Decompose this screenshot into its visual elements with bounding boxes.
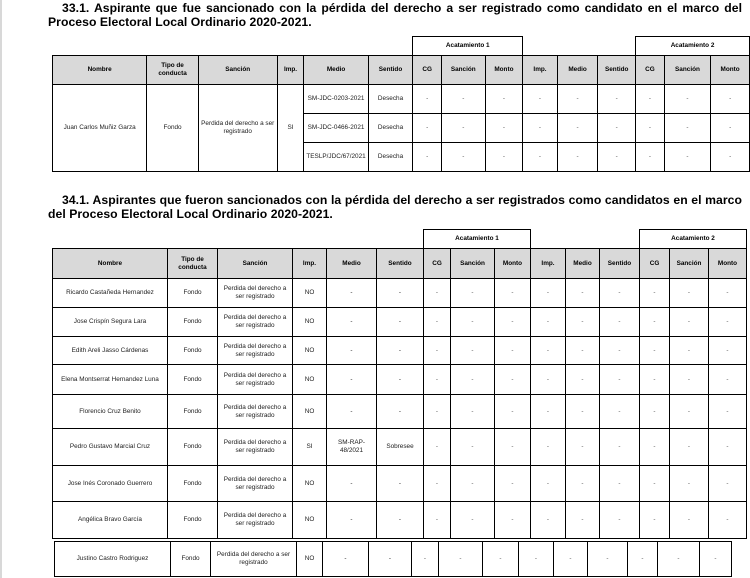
col-monto-1: Monto [485,56,523,85]
cell-sentido: - [377,466,424,502]
cell-medio: - [327,279,377,308]
col-imp-2: Imp. [523,56,558,85]
cell-dash: - [441,85,485,114]
cell-imp: NO [293,337,327,365]
cell-sentido: Desecha [368,143,413,172]
cell-dash: - [709,337,747,365]
cell-dash: - [640,466,670,502]
cell-dash: - [485,85,523,114]
col-cg-2: CG [640,249,670,279]
col-tipo-conducta: Tipo de conducta [147,56,199,85]
cell-imp: NO [297,542,323,577]
cell-sentido: Desecha [368,114,413,143]
cell-sancion: Perdida del derecho a ser registrado [218,279,293,308]
cell-dash: - [640,365,670,395]
page-left-rule [0,0,2,578]
table2-acatamiento-2-header: Acatamiento 2 [640,230,747,249]
cell-dash: - [495,502,531,539]
cell-dash: - [495,365,531,395]
cell-dash: - [566,466,600,502]
cell-imp: NO [293,279,327,308]
cell-sancion: Perdida del derecho a ser registrado [218,308,293,337]
table-row [53,365,747,395]
cell-dash: - [424,502,451,539]
cell-nombre: Juan Carlos Muñiz Garza [53,85,147,172]
cell-dash: - [711,85,750,114]
cell-dash: - [424,337,451,365]
cell-medio: - [323,542,369,577]
cell-medio: - [327,337,377,365]
col-monto-2: Monto [711,56,750,85]
cell-dash: - [483,542,519,577]
col-sancion: Sanción [198,56,277,85]
cell-dash: - [495,308,531,337]
cell-dash: - [451,337,495,365]
cell-dash: - [495,466,531,502]
cell-dash: - [485,114,523,143]
cell-dash: - [640,395,670,429]
cell-dash: - [531,429,566,466]
cell-dash: - [413,114,442,143]
cell-dash: - [531,395,566,429]
cell-dash: - [523,85,558,114]
col-imp: Imp. [293,249,327,279]
table2-blank-header [53,230,424,249]
col-monto-1: Monto [495,249,531,279]
cell-dash: - [670,365,709,395]
cell-sentido: Desecha [368,85,413,114]
cell-sancion: Perdida del derecho a ser registrado [211,542,297,577]
cell-medio: SM-RAP-48/2021 [327,429,377,466]
table-row [53,85,750,114]
cell-tipo: Fondo [147,85,199,172]
cell-sancion: Perdida del derecho a ser registrado [218,395,293,429]
cell-nombre: Florencio Cruz Benito [53,395,168,429]
cell-dash: - [441,114,485,143]
cell-sancion: Perdida del derecho a ser registrado [218,337,293,365]
cell-dash: - [566,337,600,365]
cell-dash: - [495,395,531,429]
cell-dash: - [628,542,658,577]
cell-dash: - [670,395,709,429]
cell-dash: - [495,337,531,365]
cell-tipo: Fondo [168,365,218,395]
col-sentido: Sentido [377,249,424,279]
cell-dash: - [413,143,442,172]
cell-dash: - [664,114,711,143]
table-row [53,308,747,337]
cell-dash: - [531,279,566,308]
cell-imp: NO [293,466,327,502]
cell-sancion: Perdida del derecho a ser registrado [198,85,277,172]
cell-nombre: Jose Inés Coronado Guerrero [53,466,168,502]
col-sentido-2: Sentido [598,56,636,85]
cell-dash: - [519,542,554,577]
section-34-title: Aspirantes que fueron sancionados con la pérdida del derecho a ser registrados como candidatos en el marco del Proceso Electoral Local Ordinario 2020-2021. [48,193,743,221]
cell-sentido: - [377,395,424,429]
cell-nombre: Jose Crispín Segura Lara [53,308,168,337]
cell-dash: - [640,502,670,539]
col-medio: Medio [304,56,368,85]
cell-nombre: Edith Areli Jasso Cárdenas [53,337,168,365]
cell-dash: - [451,466,495,502]
cell-dash: - [640,308,670,337]
cell-imp: NO [293,502,327,539]
cell-tipo: Fondo [168,429,218,466]
cell-imp: NO [293,395,327,429]
cell-sentido: - [377,502,424,539]
cell-dash: - [439,542,483,577]
cell-sancion: Perdida del derecho a ser registrado [218,502,293,539]
cell-dash: - [636,85,665,114]
cell-tipo: Fondo [168,395,218,429]
cell-medio: - [327,502,377,539]
section-33-heading [48,2,742,29]
cell-dash: - [424,365,451,395]
cell-dash: - [598,114,636,143]
cell-dash: - [566,279,600,308]
table-33-sanctioned-candidate [52,36,750,172]
cell-dash: - [531,365,566,395]
cell-dash: - [451,365,495,395]
cell-medio: SM-JDC-0203-2021 [304,85,368,114]
table2-gap-header [531,230,640,249]
col-medio-2: Medio [557,56,598,85]
cell-dash: - [424,279,451,308]
cell-imp: SI [293,429,327,466]
cell-dash: - [709,466,747,502]
cell-dash: - [709,365,747,395]
cell-dash: - [531,337,566,365]
cell-dash: - [670,502,709,539]
table-row [55,542,732,577]
col-monto-2: Monto [709,249,747,279]
cell-dash: - [412,542,439,577]
col-nombre: Nombre [53,56,147,85]
cell-dash: - [566,365,600,395]
cell-tipo: Fondo [168,279,218,308]
cell-dash: - [711,114,750,143]
cell-dash: - [566,429,600,466]
col-sancion-1: Sanción [441,56,485,85]
cell-tipo: Fondo [168,466,218,502]
cell-dash: - [531,466,566,502]
col-sancion-2: Sanción [664,56,711,85]
table-row [53,466,747,502]
cell-dash: - [600,365,640,395]
cell-dash: - [566,502,600,539]
table1-gap-header [523,37,636,56]
cell-dash: - [640,337,670,365]
cell-tipo: Fondo [171,542,211,577]
cell-dash: - [600,502,640,539]
table-row [53,279,747,308]
table-row [53,502,747,539]
cell-dash: - [709,502,747,539]
col-imp-2: Imp. [531,249,566,279]
cell-dash: - [557,85,598,114]
cell-medio: - [327,365,377,395]
cell-dash: - [640,279,670,308]
cell-dash: - [451,502,495,539]
section-33-number: 33.1. [62,1,90,15]
col-sancion-1: Sanción [451,249,495,279]
cell-dash: - [711,143,750,172]
col-sancion: Sanción [218,249,293,279]
table-34-sanctioned-candidates [52,229,747,539]
cell-dash: - [566,308,600,337]
cell-dash: - [600,279,640,308]
cell-tipo: Fondo [168,337,218,365]
cell-dash: - [531,502,566,539]
cell-dash: - [413,85,442,114]
cell-medio: SM-JDC-0466-2021 [304,114,368,143]
cell-dash: - [588,542,628,577]
section-33-title: Aspirante que fue sancionado con la pérdida del derecho a ser registrado como candidato en el marco del Proceso Electoral Local Ordinario 2020-2021. [48,1,743,29]
table1-blank-header [53,37,413,56]
cell-nombre: Justino Castro Rodriguez [55,542,171,577]
table1-acatamiento-1-header: Acatamiento 1 [413,37,523,56]
cell-dash: - [670,466,709,502]
cell-dash: - [554,542,588,577]
cell-dash: - [636,143,665,172]
cell-dash: - [600,466,640,502]
cell-dash: - [600,308,640,337]
cell-dash: - [531,308,566,337]
cell-nombre: Ricardo Castañeda Hernandez [53,279,168,308]
cell-dash: - [451,308,495,337]
cell-dash: - [424,466,451,502]
cell-dash: - [658,542,700,577]
cell-dash: - [424,395,451,429]
cell-imp: SI [277,85,304,172]
cell-dash: - [664,143,711,172]
cell-sentido: Sobresee [377,429,424,466]
col-sentido-2: Sentido [600,249,640,279]
cell-dash: - [495,279,531,308]
cell-dash: - [709,279,747,308]
cell-dash: - [670,279,709,308]
cell-medio: - [327,395,377,429]
cell-sancion: Perdida del derecho a ser registrado [218,466,293,502]
cell-nombre: Angélica Bravo García [53,502,168,539]
cell-dash: - [600,337,640,365]
cell-dash: - [451,395,495,429]
cell-dash: - [709,308,747,337]
section-34-heading [48,194,742,221]
cell-dash: - [566,395,600,429]
cell-dash: - [664,85,711,114]
col-medio-2: Medio [566,249,600,279]
cell-sentido: - [377,308,424,337]
cell-dash: - [670,308,709,337]
cell-dash: - [600,429,640,466]
table-row [53,429,747,466]
table1-acatamiento-2-header: Acatamiento 2 [636,37,750,56]
cell-dash: - [709,395,747,429]
cell-imp: NO [293,308,327,337]
cell-dash: - [709,429,747,466]
cell-dash: - [598,143,636,172]
col-imp: Imp. [277,56,304,85]
cell-dash: - [441,143,485,172]
cell-sentido: - [377,279,424,308]
cell-sancion: Perdida del derecho a ser registrado [218,365,293,395]
cell-medio: - [327,466,377,502]
col-cg-2: CG [636,56,665,85]
cell-dash: - [523,114,558,143]
cell-dash: - [451,279,495,308]
col-tipo-conducta: Tipo de conducta [168,249,218,279]
cell-nombre: Pedro Gustavo Marcial Cruz [53,429,168,466]
cell-nombre: Elena Montserrat Hernandez Luna [53,365,168,395]
table-34-continuation [54,541,732,577]
cell-tipo: Fondo [168,308,218,337]
cell-dash: - [598,85,636,114]
cell-dash: - [700,542,732,577]
cell-dash: - [495,429,531,466]
cell-tipo: Fondo [168,502,218,539]
cell-dash: - [557,114,598,143]
cell-sentido: - [377,337,424,365]
col-medio: Medio [327,249,377,279]
cell-dash: - [557,143,598,172]
cell-sancion: Perdida del derecho a ser registrado [218,429,293,466]
table-row [53,395,747,429]
table2-acatamiento-1-header: Acatamiento 1 [424,230,531,249]
col-sancion-2: Sanción [670,249,709,279]
col-cg-1: CG [413,56,442,85]
cell-dash: - [636,114,665,143]
col-nombre: Nombre [53,249,168,279]
cell-medio: - [327,308,377,337]
cell-sentido: - [377,365,424,395]
cell-dash: - [451,429,495,466]
cell-dash: - [670,337,709,365]
cell-dash: - [485,143,523,172]
cell-dash: - [670,429,709,466]
cell-dash: - [523,143,558,172]
table-row [53,337,747,365]
cell-imp: NO [293,365,327,395]
cell-dash: - [424,429,451,466]
cell-dash: - [424,308,451,337]
cell-medio: TESLP/JDC/67/2021 [304,143,368,172]
col-cg-1: CG [424,249,451,279]
cell-dash: - [640,429,670,466]
cell-dash: - [600,395,640,429]
col-sentido: Sentido [368,56,413,85]
cell-sentido: - [369,542,412,577]
section-34-number: 34.1. [62,193,90,207]
